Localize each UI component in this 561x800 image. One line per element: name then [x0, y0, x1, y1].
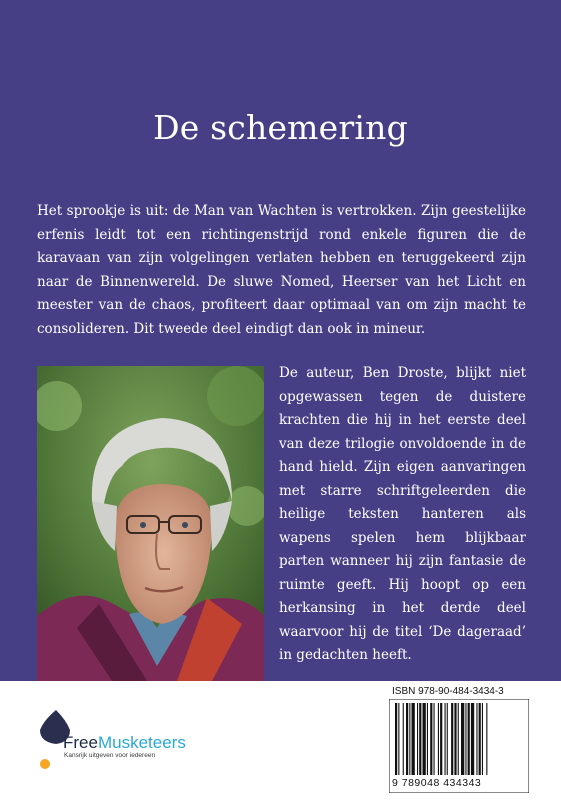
author-bio: [279, 362, 526, 668]
author-bio-text: De auteur, Ben Droste, blijkt niet opgewassen tegen de duistere krachten die hij in het eerste deel van deze trilogie onvoldoende in de hand hield. Zijn eigen aanvaringen met starre schriftgeleerden die heilige teksten hanteren als wapens spelen hem blijkbaar parten wanneer hij zijn fantasie de ruimte geeft. Hij hoopt op een herkansing in het derde deel waarvoor hij de titel ‘De dageraad’ in gedachten heeft.: [279, 365, 526, 663]
book-blurb: [37, 200, 526, 341]
publisher-name: [63, 733, 186, 753]
book-title: De schemering: [153, 108, 408, 147]
publisher-tagline: Kansrijk uitgeven voor iedereen: [64, 752, 156, 759]
isbn-label: ISBN 978-90-484-3434-3: [392, 686, 504, 697]
blurb-text: Het sprookje is uit: de Man van Wachten is vertrokken. Zijn geestelijke erfenis leidt tot een richtingenstrijd rond enkele figuren die de karavaan van zijn volgelingen verlaten hebben en teruggekeerd zijn naar de Binnenwereld. De sluwe Nomed, Heerser van het Licht en meester van de chaos, profiteert daar optimaal van om zijn macht te consolideren. Dit tweede deel eindigt dan ook in mineur.: [37, 203, 526, 337]
publisher-name-part1: Free: [63, 733, 98, 752]
author-photo: [37, 366, 264, 681]
publisher-name-part2: Musketeers: [97, 733, 186, 752]
barcode-number: 9 789048 434343: [392, 777, 482, 789]
